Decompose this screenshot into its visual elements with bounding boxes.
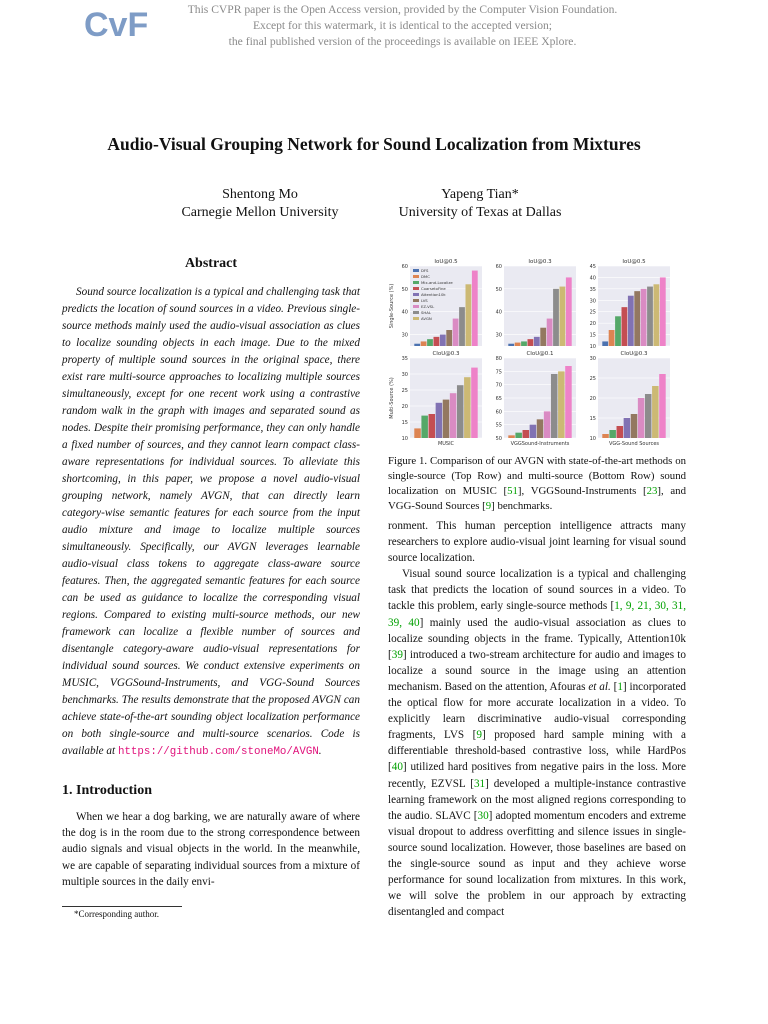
y-tick-label: 60 [401,264,408,270]
bar [638,398,645,438]
author-2 [380,186,580,222]
y-tick-label: 15 [401,420,408,426]
bar [528,339,534,346]
bar [414,428,421,438]
bar [647,287,653,346]
panel-title: IoU@0.3 [528,259,552,265]
citation-link[interactable]: 1 [617,680,623,693]
cvf-logo [84,4,149,44]
left-column [62,256,360,890]
paper-title: Audio-Visual Grouping Network for Sound Localization from Mixtures [107,134,641,154]
legend-swatch [413,305,419,308]
citation-link[interactable]: 30 [477,809,489,822]
bar [515,343,521,346]
caption-text: Figure 1. Comparison of our AVGN with state-of-the-art methods on single-source (Top Row) and multi-source (Bottom Row) sound localization on MUSIC [ [388,455,686,497]
para-text: ] utilized hard positives from negative pairs in the loss. More recently, EZVSL [ [388,761,686,790]
bar [436,403,443,438]
author-affiliation: Carnegie Mellon University [181,205,339,220]
para-text: [ [610,680,618,693]
panel-title: CIoU@0.3 [432,351,460,357]
y-tick-label: 45 [589,264,596,270]
bar [466,284,472,346]
open-access-watermark [150,2,655,50]
bar [622,307,628,346]
footnote: *Corresponding author. [74,909,159,919]
bar [440,335,446,346]
para-text: ] developed a multiple-instance contrastive learning framework on the most aligned regions corresponding to the audio. SLAVC [ [388,777,686,822]
bar [659,374,666,438]
citation-link[interactable]: 9 [476,729,482,742]
panel-title: CIoU@0.1 [526,351,554,357]
bar [421,416,428,438]
citation-link[interactable]: 1, 9, 21, 30, 31, 39, 40 [388,600,687,629]
para-text: ] mainly used the audio-visual association as clues to localize sounding objects in the frame. Typically, Attention10k [ [388,616,687,661]
row-ylabel: Single-Source (%) [389,283,395,329]
citation-link[interactable]: 23 [646,485,658,497]
bar [652,386,659,438]
y-tick-label: 20 [401,404,408,410]
para-text: Visual sound source localization is a typical and challenging task that predicts the location of sound sources in a video. To tackle this problem, early single-source methods [ [388,568,686,613]
legend-swatch [413,269,419,272]
author-1 [150,186,370,222]
legend-swatch [413,275,419,278]
y-tick-label: 50 [495,286,502,293]
y-tick-label: 70 [495,382,502,389]
legend-entry: EZ-VSL [421,304,435,309]
y-tick-label: 20 [589,321,596,328]
legend-entry: AVGN [421,316,432,321]
legend-swatch [413,287,419,290]
y-tick-label: 25 [589,309,596,316]
y-tick-label: 80 [495,356,502,362]
y-tick-label: 15 [589,332,596,339]
panel-xlabel: MUSIC [437,441,455,447]
y-tick-label: 60 [495,409,502,416]
bar [624,418,631,438]
bar [617,426,624,438]
citation-link[interactable]: 39 [391,648,403,661]
bar [446,330,452,346]
bar [414,344,420,346]
bar [534,337,540,346]
watermark-line-1: This CVPR paper is the Open Access version, provided by the Computer Vision Foundation. [187,3,618,16]
citation-link[interactable]: 9 [485,500,492,512]
bar [508,435,515,438]
legend-swatch [413,281,419,284]
bar [450,393,457,438]
row-ylabel: Multi-Source (%) [389,377,395,419]
para-text: ] adopted momentum encoders and extreme visual dropout to address overfitting and silence issues in single-source sound localization. However, those baselines are based on the single-source sound as input and they achieve worse performance for sound localization from mixtures. In this work, we will solve the problem in our approach by extracting disentangled and compact [388,809,686,919]
legend-entry: DFS [421,268,429,273]
bar [521,341,527,346]
bar [566,277,572,346]
bar [472,271,478,346]
y-tick-label: 10 [401,436,408,442]
code-link[interactable]: https://github.com/stoneMo/AVGN [117,746,319,758]
bar [602,341,608,346]
legend-entry: Mix-and-Localize [421,280,453,285]
figure-1 [386,252,686,452]
author-name: Yapeng Tian* [441,187,519,202]
y-tick-label: 30 [495,332,502,339]
bar [602,434,609,438]
y-tick-label: 40 [495,309,502,316]
legend-entry: LVS [421,298,428,303]
bar [660,277,666,346]
y-tick-label: 50 [401,286,408,293]
bar [530,425,537,438]
y-tick-label: 10 [589,436,596,442]
para-text: ] proposed hard sample mining with a differentiable threshold-based contrastive loss, while HardPos [ [388,729,686,774]
y-tick-label: 75 [495,369,502,376]
bar [551,374,558,438]
bar [429,414,436,438]
panel-xlabel: VGGSound-Instruments [510,441,570,447]
y-tick-label: 40 [401,309,408,316]
watermark-line-3: the final published version of the proceedings is available on IEEE Xplore. [228,35,577,48]
bar [443,400,450,438]
bar [609,330,615,346]
bar [453,319,459,346]
bar [615,316,621,346]
intro-heading: 1. Introduction [62,783,152,798]
panel-title: IoU@0.5 [434,259,458,265]
right-column [388,518,686,920]
right-paragraph-1: ronment. This human perception intelligence attracts many researchers to explore audio-visual joint learning for visual sound source localization. [388,520,686,565]
author-name: Shentong Mo [222,187,298,202]
caption-text: ], and VGG-Sound Sources [ [388,485,686,512]
bar [540,328,546,346]
legend-entry: DMC [421,274,430,279]
legend-entry: CoarsetoFine [421,286,446,291]
caption-text: ], VGGSound-Instruments [ [517,485,647,497]
legend-entry: Attention10k [421,292,446,297]
bar [609,430,616,438]
caption-text: ] benchmarks. [491,500,553,512]
legend-swatch [413,293,419,296]
y-tick-label: 40 [589,275,596,282]
bar [457,385,464,438]
abstract-text: Sound source localization is a typical and challenging task that predicts the location of sound sources in a video. Previous single-source methods mainly used the audio-visual association as clues to localize sounding objects in each image. Due to the mixed property of multiple sound sources in the original space, there exist rare multi-source approaches to localizing multiple sources simultaneously, except for one recent work using a contrastive random walk in the graph with images and separated sound as nodes. Despite their promising performance, they can only handle a fixed number of sources, and they cannot learn compact class-aware representations for individual sources. To alleviate this shortcoming, in this paper, we propose a novel audio-visual grouping network, namely AVGN, that can directly learn category-wise semantic features for each source from the input audio mixture and image to localize multiple sources simultaneously. Specifically, our AVGN leverages learnable audio-visual class tokens to aggregate class-aware source features. Then, the aggregated semantic features for each source can be used as guidance to localize the corresponding visual regions. Compared to existing multi-source methods, our new framework can localize a flexible number of sources and disentangle category-aware audio-visual representations for individual sound sources. We conduct extensive experiments on MUSIC, VGGSound-Instruments, and VGG-Sound Sources benchmarks. The results demonstrate that the proposed AVGN can achieve state-of-the-art sounding object localization performance on both single-source and multi-source scenarios. Code is available at [62,286,360,757]
y-tick-label: 15 [589,416,596,422]
bar [634,291,640,346]
bar [645,394,652,438]
bar [471,368,478,438]
y-tick-label: 25 [589,376,596,382]
bar-chart-grid [386,252,686,452]
y-tick-label: 65 [495,396,502,402]
panel-title: CIoU@0.3 [620,351,648,357]
bar [547,319,553,346]
bar [515,433,522,438]
y-tick-label: 30 [401,332,408,339]
para-text: ] incorporated the optical flow for more accurate localization in a video. To explicitly learn discriminative audio-visual corresponding fragments, LVS [ [388,680,686,742]
para-text: et al. [588,680,611,693]
bar [537,419,544,438]
bar [565,366,572,438]
citation-link[interactable]: 40 [391,761,403,774]
abstract-heading: Abstract [184,256,238,271]
abstract-body [62,284,360,761]
panel-title: IoU@0.5 [622,259,646,265]
abstract-end: . [318,745,322,757]
y-tick-label: 30 [401,372,408,378]
bar [464,377,471,438]
y-tick-label: 10 [589,344,596,350]
figure-caption [388,454,686,514]
citation-link[interactable]: 51 [507,485,518,497]
citation-link[interactable]: 31 [473,777,486,790]
bar [421,341,427,346]
y-tick-label: 30 [589,298,596,305]
y-tick-label: 35 [401,356,408,362]
bar [544,411,551,438]
intro-paragraph: When we hear a dog barking, we are naturally aware of where the dog is in the room due to the strong correspondence between audio signals and visual objects in the world. In the meanwhile, we are capable of separating individual sources from a mixture of multiple sources in the daily envi- [62,811,360,888]
bar [434,337,440,346]
right-paragraph-2 [388,566,686,920]
panel-xlabel: VGG-Sound Sources [608,441,660,447]
bar [558,371,565,438]
legend-entry: SHAL [421,310,431,315]
legend-swatch [413,311,419,314]
bar [427,339,433,346]
y-tick-label: 50 [495,436,502,442]
bar [459,307,465,346]
y-tick-label: 25 [401,388,408,394]
bar [508,344,514,346]
bar [560,287,566,346]
bar [641,289,647,346]
bar [628,296,634,346]
bar [631,414,638,438]
author-affiliation: University of Texas at Dallas [398,205,562,220]
y-tick-label: 55 [495,422,502,429]
watermark-line-2: Except for this watermark, it is identical to the accepted version; [252,19,553,32]
para-text: ] introduced a two-stream architecture for audio and images to localize a sound source in the image using an attention mechanism. Based on the attention, Afouras [388,648,686,693]
svg-text:CvF: CvF [84,6,149,44]
legend-swatch [413,317,419,320]
y-tick-label: 20 [589,396,596,402]
bar [523,430,530,438]
y-tick-label: 30 [589,356,596,362]
legend-swatch [413,299,419,302]
footnote-rule [62,906,182,907]
y-tick-label: 35 [589,286,596,293]
bar [553,289,559,346]
y-tick-label: 60 [495,264,502,270]
bar [654,284,660,346]
